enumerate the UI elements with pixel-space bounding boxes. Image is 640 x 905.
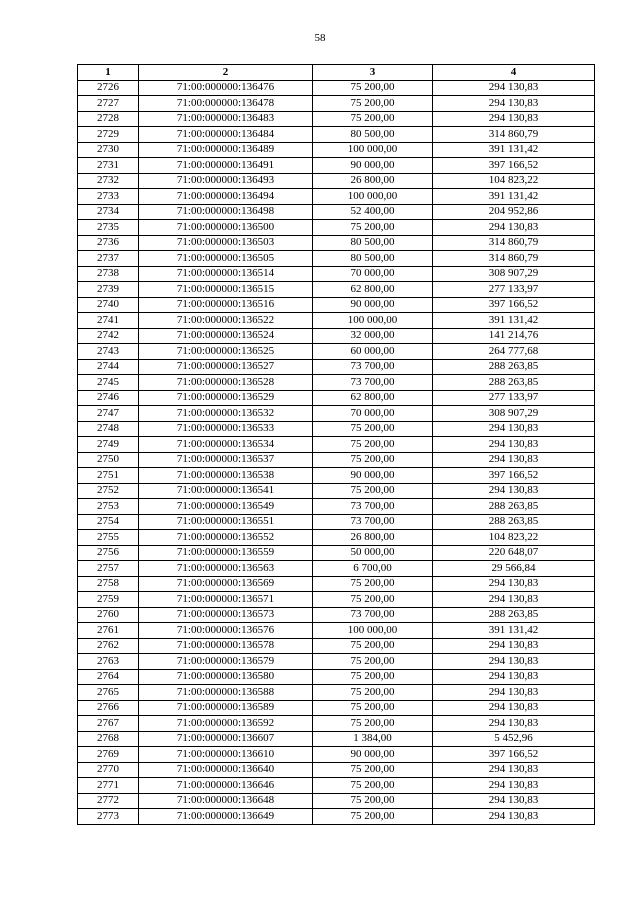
- area-cell: 26 800,00: [313, 173, 433, 189]
- area-cell: 6 700,00: [313, 561, 433, 577]
- value-cell: 288 263,85: [433, 514, 595, 530]
- table-row: [78, 452, 595, 468]
- cadastral-number-cell: 71:00:000000:136551: [139, 514, 313, 530]
- area-cell: 75 200,00: [313, 685, 433, 701]
- row-number-cell: 2748: [78, 421, 139, 437]
- table-row: [78, 251, 595, 267]
- table-row: [78, 514, 595, 530]
- row-number-cell: 2764: [78, 669, 139, 685]
- cadastral-number-cell: 71:00:000000:136493: [139, 173, 313, 189]
- value-cell: 391 131,42: [433, 189, 595, 205]
- value-cell: 294 130,83: [433, 220, 595, 236]
- table-row: [78, 545, 595, 561]
- table-row: [78, 313, 595, 329]
- row-number-cell: 2768: [78, 731, 139, 747]
- value-cell: 294 130,83: [433, 762, 595, 778]
- cadastral-number-cell: 71:00:000000:136527: [139, 359, 313, 375]
- table-row: [78, 530, 595, 546]
- table-row: [78, 747, 595, 763]
- value-cell: 294 130,83: [433, 96, 595, 112]
- cadastral-number-cell: 71:00:000000:136571: [139, 592, 313, 608]
- table-row: [78, 762, 595, 778]
- row-number-cell: 2735: [78, 220, 139, 236]
- cadastral-number-cell: 71:00:000000:136491: [139, 158, 313, 174]
- table-row: [78, 173, 595, 189]
- value-cell: 104 823,22: [433, 530, 595, 546]
- value-cell: 104 823,22: [433, 173, 595, 189]
- value-cell: 397 166,52: [433, 468, 595, 484]
- cadastral-number-cell: 71:00:000000:136549: [139, 499, 313, 515]
- cadastral-number-cell: 71:00:000000:136503: [139, 235, 313, 251]
- table-row: [78, 499, 595, 515]
- row-number-cell: 2763: [78, 654, 139, 670]
- cadastral-number-cell: 71:00:000000:136534: [139, 437, 313, 453]
- value-cell: 294 130,83: [433, 80, 595, 96]
- area-cell: 75 200,00: [313, 111, 433, 127]
- area-cell: 70 000,00: [313, 266, 433, 282]
- area-cell: 90 000,00: [313, 297, 433, 313]
- row-number-cell: 2751: [78, 468, 139, 484]
- row-number-cell: 2728: [78, 111, 139, 127]
- row-number-cell: 2745: [78, 375, 139, 391]
- table-row: [78, 700, 595, 716]
- table-row: [78, 468, 595, 484]
- area-cell: 90 000,00: [313, 747, 433, 763]
- area-cell: 50 000,00: [313, 545, 433, 561]
- row-number-cell: 2736: [78, 235, 139, 251]
- value-cell: 277 133,97: [433, 282, 595, 298]
- table-row: [78, 80, 595, 96]
- area-cell: 73 700,00: [313, 514, 433, 530]
- row-number-cell: 2756: [78, 545, 139, 561]
- table-row: [78, 483, 595, 499]
- row-number-cell: 2741: [78, 313, 139, 329]
- value-cell: 397 166,52: [433, 158, 595, 174]
- area-cell: 100 000,00: [313, 623, 433, 639]
- cadastral-number-cell: 71:00:000000:136579: [139, 654, 313, 670]
- value-cell: 294 130,83: [433, 669, 595, 685]
- cadastral-number-cell: 71:00:000000:136563: [139, 561, 313, 577]
- area-cell: 80 500,00: [313, 251, 433, 267]
- row-number-cell: 2738: [78, 266, 139, 282]
- cadastral-number-cell: 71:00:000000:136476: [139, 80, 313, 96]
- column-header-1: 1: [78, 65, 139, 81]
- value-cell: 220 648,07: [433, 545, 595, 561]
- row-number-cell: 2729: [78, 127, 139, 143]
- cadastral-number-cell: 71:00:000000:136533: [139, 421, 313, 437]
- cadastral-number-cell: 71:00:000000:136483: [139, 111, 313, 127]
- row-number-cell: 2771: [78, 778, 139, 794]
- area-cell: 100 000,00: [313, 313, 433, 329]
- value-cell: 294 130,83: [433, 483, 595, 499]
- row-number-cell: 2743: [78, 344, 139, 360]
- value-cell: 294 130,83: [433, 437, 595, 453]
- row-number-cell: 2746: [78, 390, 139, 406]
- area-cell: 75 200,00: [313, 654, 433, 670]
- column-header-3: 3: [313, 65, 433, 81]
- table-row: [78, 359, 595, 375]
- table-row: [78, 344, 595, 360]
- value-cell: 288 263,85: [433, 607, 595, 623]
- area-cell: 80 500,00: [313, 235, 433, 251]
- value-cell: 294 130,83: [433, 685, 595, 701]
- value-cell: 397 166,52: [433, 747, 595, 763]
- table-row: [78, 235, 595, 251]
- area-cell: 62 800,00: [313, 282, 433, 298]
- value-cell: 204 952,86: [433, 204, 595, 220]
- table-row: [78, 111, 595, 127]
- cadastral-number-cell: 71:00:000000:136500: [139, 220, 313, 236]
- table-row: [78, 328, 595, 344]
- area-cell: 75 200,00: [313, 96, 433, 112]
- area-cell: 1 384,00: [313, 731, 433, 747]
- area-cell: 75 200,00: [313, 700, 433, 716]
- cadastral-number-cell: 71:00:000000:136541: [139, 483, 313, 499]
- area-cell: 75 200,00: [313, 483, 433, 499]
- value-cell: 314 860,79: [433, 127, 595, 143]
- row-number-cell: 2765: [78, 685, 139, 701]
- row-number-cell: 2773: [78, 809, 139, 825]
- row-number-cell: 2767: [78, 716, 139, 732]
- table-row: [78, 592, 595, 608]
- table-row: [78, 778, 595, 794]
- area-cell: 75 200,00: [313, 778, 433, 794]
- column-header-4: 4: [433, 65, 595, 81]
- row-number-cell: 2732: [78, 173, 139, 189]
- cadastral-number-cell: 71:00:000000:136580: [139, 669, 313, 685]
- cadastral-number-cell: 71:00:000000:136538: [139, 468, 313, 484]
- value-cell: 294 130,83: [433, 421, 595, 437]
- area-cell: 32 000,00: [313, 328, 433, 344]
- row-number-cell: 2759: [78, 592, 139, 608]
- table-row: [78, 623, 595, 639]
- row-number-cell: 2726: [78, 80, 139, 96]
- row-number-cell: 2740: [78, 297, 139, 313]
- area-cell: 73 700,00: [313, 499, 433, 515]
- area-cell: 73 700,00: [313, 375, 433, 391]
- value-cell: 288 263,85: [433, 359, 595, 375]
- value-cell: 308 907,29: [433, 406, 595, 422]
- cadastral-number-cell: 71:00:000000:136529: [139, 390, 313, 406]
- cadastral-number-cell: 71:00:000000:136589: [139, 700, 313, 716]
- area-cell: 26 800,00: [313, 530, 433, 546]
- area-cell: 80 500,00: [313, 127, 433, 143]
- cadastral-number-cell: 71:00:000000:136559: [139, 545, 313, 561]
- table-row: [78, 390, 595, 406]
- row-number-cell: 2737: [78, 251, 139, 267]
- table-row: [78, 638, 595, 654]
- value-cell: 314 860,79: [433, 235, 595, 251]
- value-cell: 294 130,83: [433, 654, 595, 670]
- cadastral-number-cell: 71:00:000000:136532: [139, 406, 313, 422]
- value-cell: 294 130,83: [433, 716, 595, 732]
- row-number-cell: 2758: [78, 576, 139, 592]
- table-row: [78, 437, 595, 453]
- table-row: [78, 421, 595, 437]
- cadastral-number-cell: 71:00:000000:136516: [139, 297, 313, 313]
- area-cell: 75 200,00: [313, 592, 433, 608]
- row-number-cell: 2760: [78, 607, 139, 623]
- value-cell: 294 130,83: [433, 452, 595, 468]
- row-number-cell: 2772: [78, 793, 139, 809]
- table-row: [78, 142, 595, 158]
- row-number-cell: 2727: [78, 96, 139, 112]
- value-cell: 5 452,96: [433, 731, 595, 747]
- cadastral-number-cell: 71:00:000000:136514: [139, 266, 313, 282]
- table-row: [78, 282, 595, 298]
- row-number-cell: 2747: [78, 406, 139, 422]
- area-cell: 73 700,00: [313, 607, 433, 623]
- area-cell: 75 200,00: [313, 437, 433, 453]
- table-row: [78, 297, 595, 313]
- table-row: [78, 809, 595, 825]
- page-number: 58: [314, 32, 326, 44]
- cadastral-number-cell: 71:00:000000:136505: [139, 251, 313, 267]
- area-cell: 75 200,00: [313, 452, 433, 468]
- table-row: [78, 220, 595, 236]
- row-number-cell: 2754: [78, 514, 139, 530]
- value-cell: 391 131,42: [433, 142, 595, 158]
- cadastral-number-cell: 71:00:000000:136478: [139, 96, 313, 112]
- cadastral-number-cell: 71:00:000000:136528: [139, 375, 313, 391]
- area-cell: 75 200,00: [313, 669, 433, 685]
- cadastral-number-cell: 71:00:000000:136524: [139, 328, 313, 344]
- value-cell: 308 907,29: [433, 266, 595, 282]
- area-cell: 75 200,00: [313, 762, 433, 778]
- cadastral-number-cell: 71:00:000000:136578: [139, 638, 313, 654]
- row-number-cell: 2733: [78, 189, 139, 205]
- row-number-cell: 2762: [78, 638, 139, 654]
- cadastral-number-cell: 71:00:000000:136610: [139, 747, 313, 763]
- cadastral-number-cell: 71:00:000000:136498: [139, 204, 313, 220]
- value-cell: 264 777,68: [433, 344, 595, 360]
- area-cell: 75 200,00: [313, 793, 433, 809]
- table-row: [78, 158, 595, 174]
- area-cell: 90 000,00: [313, 158, 433, 174]
- cadastral-number-cell: 71:00:000000:136522: [139, 313, 313, 329]
- value-cell: 391 131,42: [433, 313, 595, 329]
- cadastral-number-cell: 71:00:000000:136576: [139, 623, 313, 639]
- cadastral-number-cell: 71:00:000000:136649: [139, 809, 313, 825]
- value-cell: 141 214,76: [433, 328, 595, 344]
- row-number-cell: 2761: [78, 623, 139, 639]
- value-cell: 294 130,83: [433, 592, 595, 608]
- row-number-cell: 2731: [78, 158, 139, 174]
- row-number-cell: 2730: [78, 142, 139, 158]
- cadastral-number-cell: 71:00:000000:136489: [139, 142, 313, 158]
- cadastral-number-cell: 71:00:000000:136525: [139, 344, 313, 360]
- area-cell: 90 000,00: [313, 468, 433, 484]
- area-cell: 75 200,00: [313, 220, 433, 236]
- cadastral-number-cell: 71:00:000000:136515: [139, 282, 313, 298]
- row-number-cell: 2752: [78, 483, 139, 499]
- cadastral-number-cell: 71:00:000000:136494: [139, 189, 313, 205]
- area-cell: 75 200,00: [313, 716, 433, 732]
- table-row: [78, 731, 595, 747]
- value-cell: 29 566,84: [433, 561, 595, 577]
- cadastral-number-cell: 71:00:000000:136648: [139, 793, 313, 809]
- cadastral-number-cell: 71:00:000000:136640: [139, 762, 313, 778]
- cadastral-number-cell: 71:00:000000:136573: [139, 607, 313, 623]
- table-row: [78, 204, 595, 220]
- cadastral-number-cell: 71:00:000000:136646: [139, 778, 313, 794]
- row-number-cell: 2744: [78, 359, 139, 375]
- area-cell: 70 000,00: [313, 406, 433, 422]
- value-cell: 277 133,97: [433, 390, 595, 406]
- cadastral-number-cell: 71:00:000000:136569: [139, 576, 313, 592]
- table-row: [78, 607, 595, 623]
- column-header-2: 2: [139, 65, 313, 81]
- table-row: [78, 189, 595, 205]
- value-cell: 294 130,83: [433, 576, 595, 592]
- table-row: [78, 96, 595, 112]
- row-number-cell: 2753: [78, 499, 139, 515]
- cadastral-number-cell: 71:00:000000:136537: [139, 452, 313, 468]
- area-cell: 62 800,00: [313, 390, 433, 406]
- value-cell: 314 860,79: [433, 251, 595, 267]
- row-number-cell: 2757: [78, 561, 139, 577]
- value-cell: 294 130,83: [433, 700, 595, 716]
- table-row: [78, 406, 595, 422]
- area-cell: 75 200,00: [313, 809, 433, 825]
- area-cell: 60 000,00: [313, 344, 433, 360]
- table-row: [78, 654, 595, 670]
- table-row: [78, 266, 595, 282]
- value-cell: 294 130,83: [433, 111, 595, 127]
- row-number-cell: 2742: [78, 328, 139, 344]
- table-row: [78, 561, 595, 577]
- value-cell: 288 263,85: [433, 375, 595, 391]
- value-cell: 294 130,83: [433, 778, 595, 794]
- value-cell: 294 130,83: [433, 793, 595, 809]
- row-number-cell: 2750: [78, 452, 139, 468]
- area-cell: 75 200,00: [313, 80, 433, 96]
- cadastral-number-cell: 71:00:000000:136607: [139, 731, 313, 747]
- table-body: [78, 80, 595, 824]
- area-cell: 73 700,00: [313, 359, 433, 375]
- register-table: [77, 64, 595, 825]
- value-cell: 294 130,83: [433, 638, 595, 654]
- area-cell: 75 200,00: [313, 576, 433, 592]
- row-number-cell: 2755: [78, 530, 139, 546]
- table-row: [78, 793, 595, 809]
- value-cell: 288 263,85: [433, 499, 595, 515]
- table-row: [78, 716, 595, 732]
- table-row: [78, 685, 595, 701]
- value-cell: 391 131,42: [433, 623, 595, 639]
- area-cell: 52 400,00: [313, 204, 433, 220]
- cadastral-number-cell: 71:00:000000:136552: [139, 530, 313, 546]
- cadastral-number-cell: 71:00:000000:136484: [139, 127, 313, 143]
- value-cell: 397 166,52: [433, 297, 595, 313]
- area-cell: 75 200,00: [313, 638, 433, 654]
- cadastral-number-cell: 71:00:000000:136588: [139, 685, 313, 701]
- table-row: [78, 669, 595, 685]
- table-header-row: [78, 65, 595, 81]
- area-cell: 75 200,00: [313, 421, 433, 437]
- row-number-cell: 2739: [78, 282, 139, 298]
- area-cell: 100 000,00: [313, 189, 433, 205]
- area-cell: 100 000,00: [313, 142, 433, 158]
- table-row: [78, 375, 595, 391]
- cadastral-number-cell: 71:00:000000:136592: [139, 716, 313, 732]
- row-number-cell: 2766: [78, 700, 139, 716]
- value-cell: 294 130,83: [433, 809, 595, 825]
- table-row: [78, 127, 595, 143]
- row-number-cell: 2769: [78, 747, 139, 763]
- row-number-cell: 2770: [78, 762, 139, 778]
- row-number-cell: 2749: [78, 437, 139, 453]
- table-row: [78, 576, 595, 592]
- row-number-cell: 2734: [78, 204, 139, 220]
